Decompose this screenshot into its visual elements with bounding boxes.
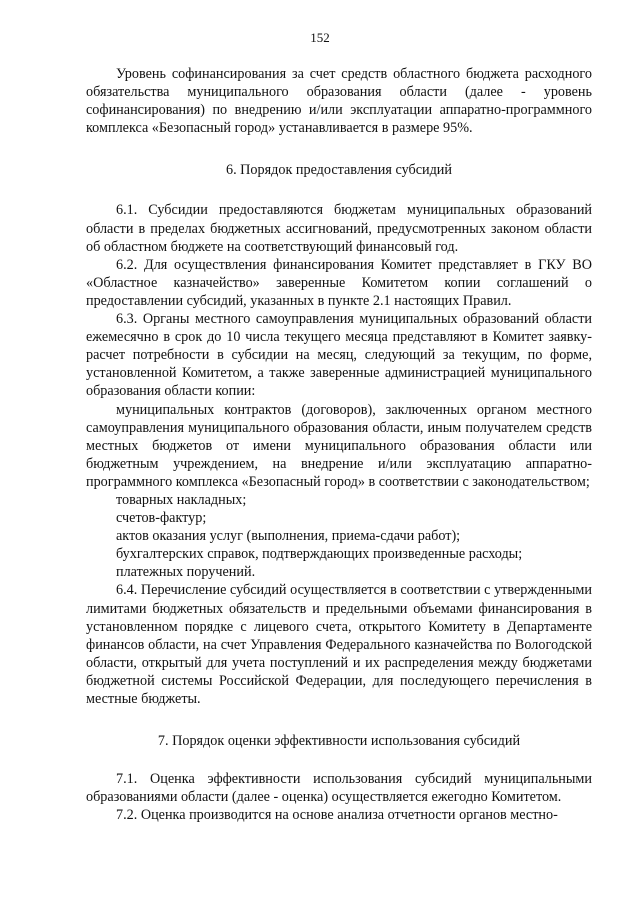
paragraph-6-4: 6.4. Перечисление субсидий осуществляется в соответствии с утвержденными лимитами бюджетных обязательств и предельными объемами финансирования в установленном порядке с лицевого счета, открытого Комитету в Департаменте финансов области, на счет Управления Федерального казначейства по Вологодской области, открытый для учета поступлений и их распределения между бюджетами бюджетной системы Российской Федерации, для последующего перечисления в местные бюджеты. bbox=[86, 582, 592, 707]
list-item-invoices: счетов-фактур; bbox=[116, 510, 207, 527]
list-item-payment-orders: платежных поручений. bbox=[116, 564, 256, 581]
list-item-acts: актов оказания услуг (выполнения, приема-сдачи работ); bbox=[116, 528, 461, 545]
paragraph-6-2: 6.2. Для осуществления финансирования Комитет представляет в ГКУ ВО «Областное казначейство» заверенные Комитетом копии соглашений о предоставлении субсидий, указанных в пункте 2.1 настоящих Правил. bbox=[86, 256, 592, 309]
paragraph-7-1: 7.1. Оценка эффективности использования субсидий муниципальными образованиями области (далее - оценка) осуществляется ежегодно Комитетом. bbox=[86, 771, 592, 806]
paragraph-7-2: 7.2. Оценка производится на основе анализа отчетности органов местно- bbox=[116, 807, 558, 824]
section-6-heading: 6. Порядок предоставления субсидий bbox=[225, 162, 452, 179]
document-body bbox=[86, 65, 592, 824]
list-item-contracts: муниципальных контрактов (договоров), заключенных органом местного самоуправления муниципального образования области, иным получателем средств местных бюджетов от имени муниципального образования области или бюджетным учреждением, на внедрение и/или эксплуатацию аппаратно-программного комплекса «Безопасный город» в соответствии с законодательством; bbox=[86, 401, 592, 490]
list-item-waybills: товарных накладных; bbox=[116, 491, 247, 508]
intro-paragraph: Уровень софинансирования за счет средств областного бюджета расходного обязательства муниципального образования области (далее - уровень софинансирования) по внедрению и/или эксплуатации аппаратно-программного комплекса «Безопасный город» устанавливается в размере 95%. bbox=[86, 66, 592, 137]
paragraph-6-3: 6.3. Органы местного самоуправления муниципальных образований области ежемесячно в срок до 10 числа текущего месяца представляют в Комитет заявку-расчет потребности в субсидии на месяц, следующий за текущим, по форме, установленной Комитетом, а также заверенные администрацией муниципального образования области копии: bbox=[86, 311, 592, 400]
page-number: 152 bbox=[310, 30, 330, 45]
list-item-accounting-notes: бухгалтерских справок, подтверждающих произведенные расходы; bbox=[116, 546, 523, 563]
paragraph-6-1: 6.1. Субсидии предоставляются бюджетам муниципальных образований области в пределах бюджетных ассигнований, предусмотренных законом области об областном бюджете на соответствующий финансовый год. bbox=[86, 202, 592, 255]
section-7-heading: 7. Порядок оценки эффективности использования субсидий bbox=[157, 733, 521, 750]
